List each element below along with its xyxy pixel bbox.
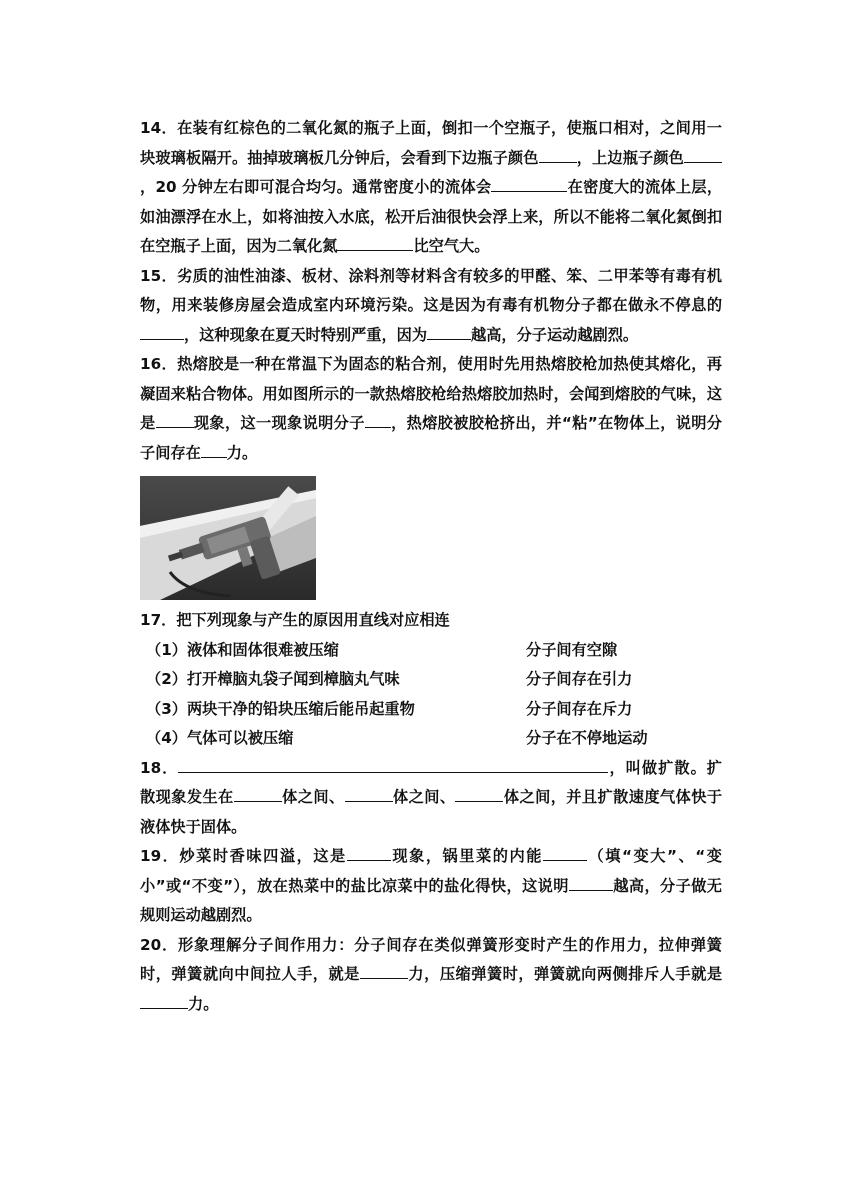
cause-1[interactable]: 分子间有空隙 [526, 640, 618, 659]
question-15: 15．劣质的油性油漆、板材、涂料剂等材料含有较多的甲醛、笨、二甲苯等有毒有机物，用来装修房屋会造成室内环境污染。这是因为有毒有机物分子都在做永不停息的，这种现象在夏天时特别严重，因为 越高，分子运动越剧烈。 [140, 266, 722, 344]
worksheet [140, 114, 722, 1019]
answer-blank[interactable] [140, 322, 184, 340]
answer-blank[interactable] [569, 873, 613, 891]
answer-blank[interactable] [337, 233, 413, 251]
answer-blank[interactable] [140, 991, 188, 1009]
question-19: 19．炒菜时香味四溢，这是 现象，锅里菜的内能 （填“变大”、“变小”或“不变”），放在热菜中的盐比凉菜中的盐化得快，这说明 越高，分子做无规则运动越剧烈。 [140, 842, 722, 931]
cause-4[interactable]: 分子在不停地运动 [526, 729, 648, 747]
answer-blank[interactable] [684, 145, 722, 163]
question-14: 14．在装有红棕色的二氧化氮的瓶子上面，倒扣一个空瓶子，使瓶口相对，之间用一块玻璃板隔开。抽掉玻璃板几分钟后，会看到下边瓶子颜色 ，上边瓶子颜色，20 分钟左右即可混合均匀。通常密度小的流体会 在密度大的流体上层，如油漂浮在水上，如将油按入水底，松开后油很快会浮上来，所以不能将二氧化氮倒扣在空瓶子上面，因为二氧化氮 比空气大。 [140, 119, 722, 255]
phenomenon-4[interactable]: （4）气体可以被压缩 [146, 729, 294, 747]
answer-blank[interactable] [539, 145, 577, 163]
cause-3[interactable]: 分子间存在斥力 [526, 699, 633, 718]
answer-blank[interactable] [365, 410, 391, 428]
cause-2[interactable]: 分子间存在引力 [526, 670, 633, 688]
answer-blank[interactable] [234, 784, 282, 802]
answer-blank[interactable] [543, 843, 587, 861]
phenomenon-3[interactable]: （3）两块干净的铅块压缩后能吊起重物 [146, 699, 415, 718]
question-17-title: 17．把下列现象与产生的原因用直线对应相连 [140, 611, 450, 629]
answer-blank[interactable] [455, 784, 503, 802]
matching-list [140, 636, 722, 754]
answer-blank[interactable] [178, 755, 608, 773]
answer-blank[interactable] [201, 440, 227, 458]
phenomenon-2[interactable]: （2）打开樟脑丸袋子闻到樟脑丸气味 [146, 670, 400, 688]
question-20: 20．形象理解分子间作用力：分子间存在类似弹簧形变时产生的作用力，拉伸弹簧时，弹簧就向中间拉人手，就是 力，压缩弹簧时，弹簧就向两侧排斥人手就是力。 [140, 935, 723, 1013]
answer-blank[interactable] [360, 961, 408, 979]
answer-blank[interactable] [491, 174, 567, 192]
answer-blank[interactable] [345, 784, 393, 802]
answer-blank[interactable] [427, 322, 471, 340]
glue-gun-illustration [140, 476, 316, 600]
question-18: 18． ，叫做扩散。扩散现象发生在 体之间、 体之间、 体之间，并且扩散速度气体快于液体快于固体。 [140, 754, 722, 843]
answer-blank[interactable] [347, 843, 391, 861]
answer-blank[interactable] [156, 410, 194, 428]
glue-gun-photo [140, 476, 316, 600]
question-16: 16．热熔胶是一种在常温下为固态的粘合剂，使用时先用热熔胶枪加热使其熔化，再凝固来粘合物体。用如图所示的一款热熔胶枪给热熔胶加热时，会闻到熔胶的气味，这是 现象，这一现象说明分子 ，热熔胶被胶枪挤出，并“粘”在物体上，说明分子间存在 力。 [140, 355, 722, 462]
phenomenon-1[interactable]: （1）液体和固体很难被压缩 [146, 640, 339, 659]
